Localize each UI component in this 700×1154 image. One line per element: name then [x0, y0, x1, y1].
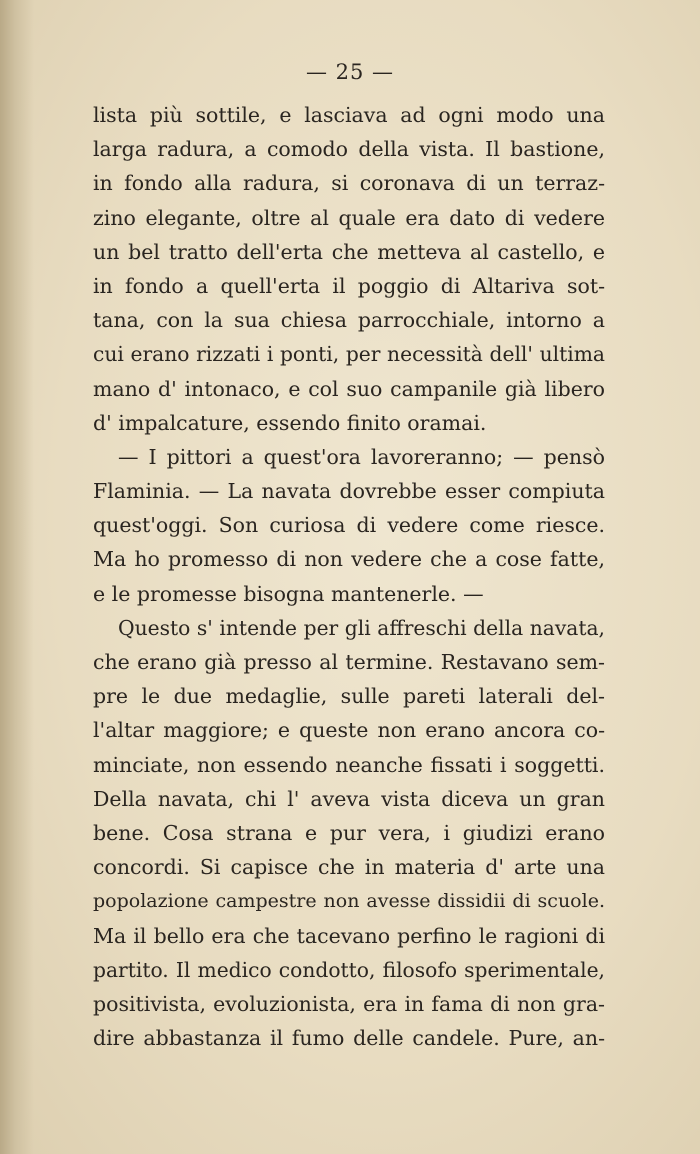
text-line: che erano già presso al termine. Restavano sem- — [93, 650, 605, 674]
text-line: bene. Cosa strana e pur vera, i giudizi erano — [93, 820, 605, 845]
text-line: lista più sottile, e lasciava ad ogni modo una — [93, 103, 605, 127]
paragraph-end-line: e le promesse bisogna mantenerle. — — [93, 581, 484, 606]
text-line: larga radura, a comodo della vista. Il bastione, — [93, 137, 605, 162]
text-line: Della navata, chi l' aveva vista diceva un gran — [93, 786, 605, 811]
text-line: tana, con la sua chiesa parrocchiale, intorno a — [93, 308, 605, 333]
text-line: partito. Il medico condotto, filosofo sperimentale, — [93, 957, 605, 982]
text-line: in fondo alla radura, si coronava di un terraz- — [93, 171, 605, 196]
text-line: popolazione campestre non avesse dissidii di scuole. — [93, 890, 605, 913]
text-line: positivista, evoluzionista, era in fama di non gra- — [93, 991, 605, 1016]
text-line: Ma ho promesso di non vedere che a cose fatte, — [93, 547, 605, 572]
text-line: l'altar maggiore; e queste non erano ancora co- — [93, 718, 605, 743]
text-line: Flaminia. — La navata dovrebbe esser compiuta — [93, 479, 605, 504]
text-line: un bel tratto dell'erta che metteva al castello, e — [93, 239, 605, 264]
text-line: cui erano rizzati i ponti, per necessità dell' ultima — [93, 342, 605, 367]
text-line: quest'oggi. Son curiosa di vedere come riesce. — [93, 513, 605, 538]
paragraph-start-line: Questo s' intende per gli affreschi della navata, — [118, 615, 605, 640]
text-line: pre le due medaglie, sulle pareti laterali del- — [93, 684, 605, 709]
page-number: — 25 — — [305, 60, 395, 84]
text-line: in fondo a quell'erta il poggio di Altariva sot- — [93, 273, 605, 298]
paragraph-end-line: d' impalcature, essendo finito oramai. — [93, 410, 487, 435]
text-line: concordi. Si capisce che in materia d' arte una — [93, 855, 605, 880]
text-line: dire abbastanza il fumo delle candele. Pure, an- — [93, 1026, 605, 1051]
text-line: zino elegante, oltre al quale era dato di vedere — [93, 205, 605, 230]
text-line: mano d' intonaco, e col suo campanile già libero — [93, 376, 605, 401]
dialogue-line: — I pittori a quest'ora lavoreranno; — pensò — [118, 444, 605, 469]
page-gutter-shadow — [0, 0, 34, 1154]
text-line: minciate, non essendo neanche fissati i soggetti. — [93, 752, 605, 777]
body-text — [93, 98, 605, 1055]
text-line: Ma il bello era che tacevano perfino le ragioni di — [93, 923, 605, 948]
